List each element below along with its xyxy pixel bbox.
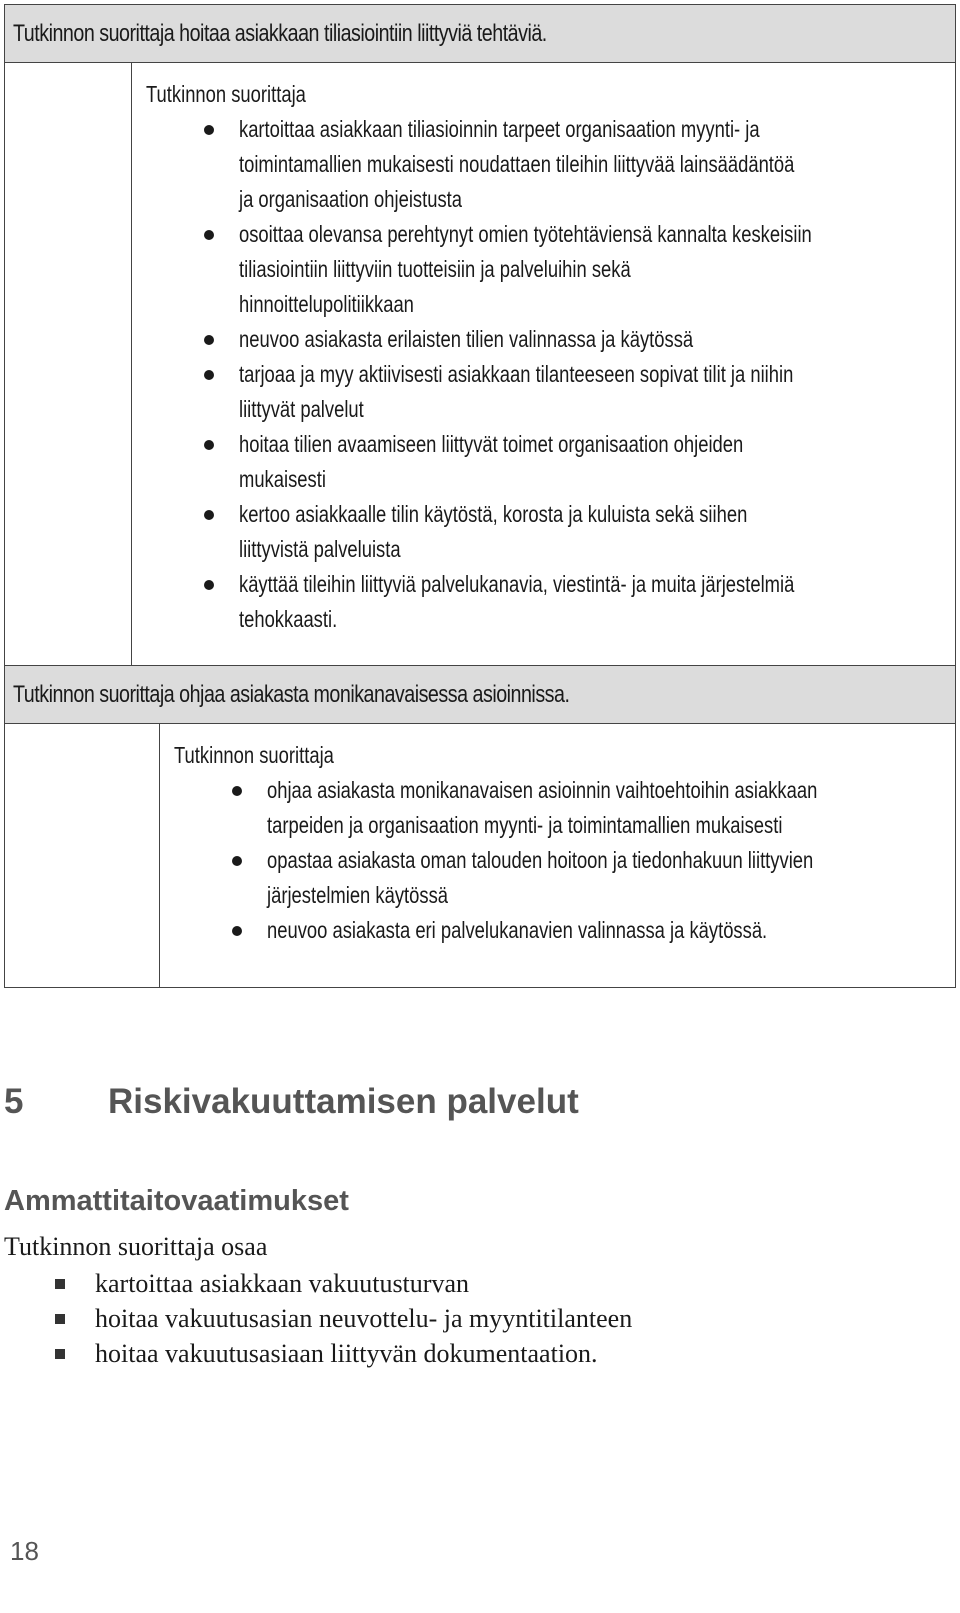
subheading: Ammattitaitovaatimukset <box>4 1185 349 1217</box>
list-item-line: ohjaa asiakasta monikanavaisen asioinnin vaihtoehtoihin asiakkaan <box>267 777 818 803</box>
list-item-line: liittyvät palvelut <box>239 396 364 422</box>
list-item-line: neuvoo asiakasta eri palvelukanavien valinnassa ja käytössä. <box>267 917 768 943</box>
list-item <box>146 427 955 497</box>
bullet-list <box>174 773 955 948</box>
bullet-icon <box>204 230 214 240</box>
list-item-line: osoittaa olevansa perehtynyt omien työtehtäviensä kannalta keskeisiin <box>239 221 812 247</box>
list-item-line: liittyvistä palveluista <box>239 536 401 562</box>
list-item-line: tarpeiden ja organisaation myynti- ja toimintamallien mukaisesti <box>267 812 783 838</box>
bullet-icon <box>232 856 242 866</box>
list-item-text: kartoittaa asiakkaan vakuutusturvan <box>95 1269 469 1298</box>
list-item <box>174 913 955 948</box>
empty-left-column <box>5 63 132 665</box>
list-item-line: tehokkaasti. <box>239 606 338 632</box>
page-number: 18 <box>10 1536 39 1566</box>
list-item-line: tarjoaa ja myy aktiivisesti asiakkaan tilanteeseen sopivat tilit ja niihin <box>239 361 794 387</box>
list-item-text: hoitaa vakuutusasian neuvottelu- ja myyntitilanteen <box>95 1304 633 1333</box>
list-item-line: opastaa asiakasta oman talouden hoitoon ja tiedonhakuun liittyvien <box>267 847 814 873</box>
square-bullet-icon <box>55 1349 65 1359</box>
empty-left-column <box>5 724 160 987</box>
requirements-table <box>4 4 956 988</box>
list-item <box>146 567 955 637</box>
section-heading-text: Tutkinnon suorittaja hoitaa asiakkaan tiliasiointiin liittyviä tehtäviä. <box>13 19 547 47</box>
bullet-icon <box>204 510 214 520</box>
list-item-line: mukaisesti <box>239 466 326 492</box>
list-item <box>146 322 955 357</box>
list-item <box>146 357 955 427</box>
bullet-icon <box>232 926 242 936</box>
list-item-line: kertoo asiakkaalle tilin käytöstä, korosta ja kuluista sekä siihen <box>239 501 748 527</box>
bullet-icon <box>232 786 242 796</box>
bullet-icon <box>204 125 214 135</box>
list-item <box>0 1336 632 1371</box>
list-item-line: tiliasiointiin liittyviin tuotteisiin ja palveluihin sekä <box>239 256 631 282</box>
list-item-line: hoitaa tilien avaamiseen liittyvät toimet organisaation ohjeiden <box>239 431 744 457</box>
bullet-icon <box>204 335 214 345</box>
list-item <box>146 112 955 217</box>
section-heading-text: Tutkinnon suorittaja ohjaa asiakasta monikanavaisessa asioinnissa. <box>13 680 570 708</box>
list-item <box>174 773 955 843</box>
square-bullet-icon <box>55 1314 65 1324</box>
list-item-line: käyttää tileihin liittyviä palvelukanavia, viestintä- ja muita järjestelmiä <box>239 571 795 597</box>
bullet-icon <box>204 370 214 380</box>
section-content <box>160 724 955 987</box>
list-item <box>146 497 955 567</box>
section-content <box>132 63 955 665</box>
list-item-line: kartoittaa asiakkaan tiliasioinnin tarpeet organisaation myynti- ja <box>239 116 760 142</box>
list-item <box>174 843 955 913</box>
requirements-list <box>0 1266 632 1371</box>
list-item-line: toimintamallien mukaisesti noudattaen tileihin liittyvää lainsäädäntöä <box>239 151 795 177</box>
list-item <box>146 217 955 322</box>
chapter-heading <box>4 1082 579 1122</box>
chapter-number: 5 <box>4 1082 24 1121</box>
section-body <box>5 63 955 666</box>
list-item-line: neuvoo asiakasta erilaisten tilien valinnassa ja käytössä <box>239 326 694 352</box>
section-heading <box>5 666 955 724</box>
list-item-line: järjestelmien käytössä <box>267 882 449 908</box>
list-item-line: hinnoittelupolitiikkaan <box>239 291 414 317</box>
chapter-title: Riskivakuuttamisen palvelut <box>108 1082 579 1121</box>
intro-text: Tutkinnon suorittaja osaa <box>4 1232 268 1261</box>
list-item <box>0 1301 632 1336</box>
section-intro: Tutkinnon suorittaja <box>146 81 306 107</box>
bullet-icon <box>204 440 214 450</box>
section-intro: Tutkinnon suorittaja <box>174 742 334 768</box>
bullet-list <box>146 112 955 637</box>
square-bullet-icon <box>55 1279 65 1289</box>
section-body <box>5 724 955 987</box>
bullet-icon <box>204 580 214 590</box>
section-heading <box>5 5 955 63</box>
list-item-line: ja organisaation ohjeistusta <box>239 186 462 212</box>
list-item-text: hoitaa vakuutusasiaan liittyvän dokumentaation. <box>95 1339 598 1368</box>
list-item <box>0 1266 632 1301</box>
